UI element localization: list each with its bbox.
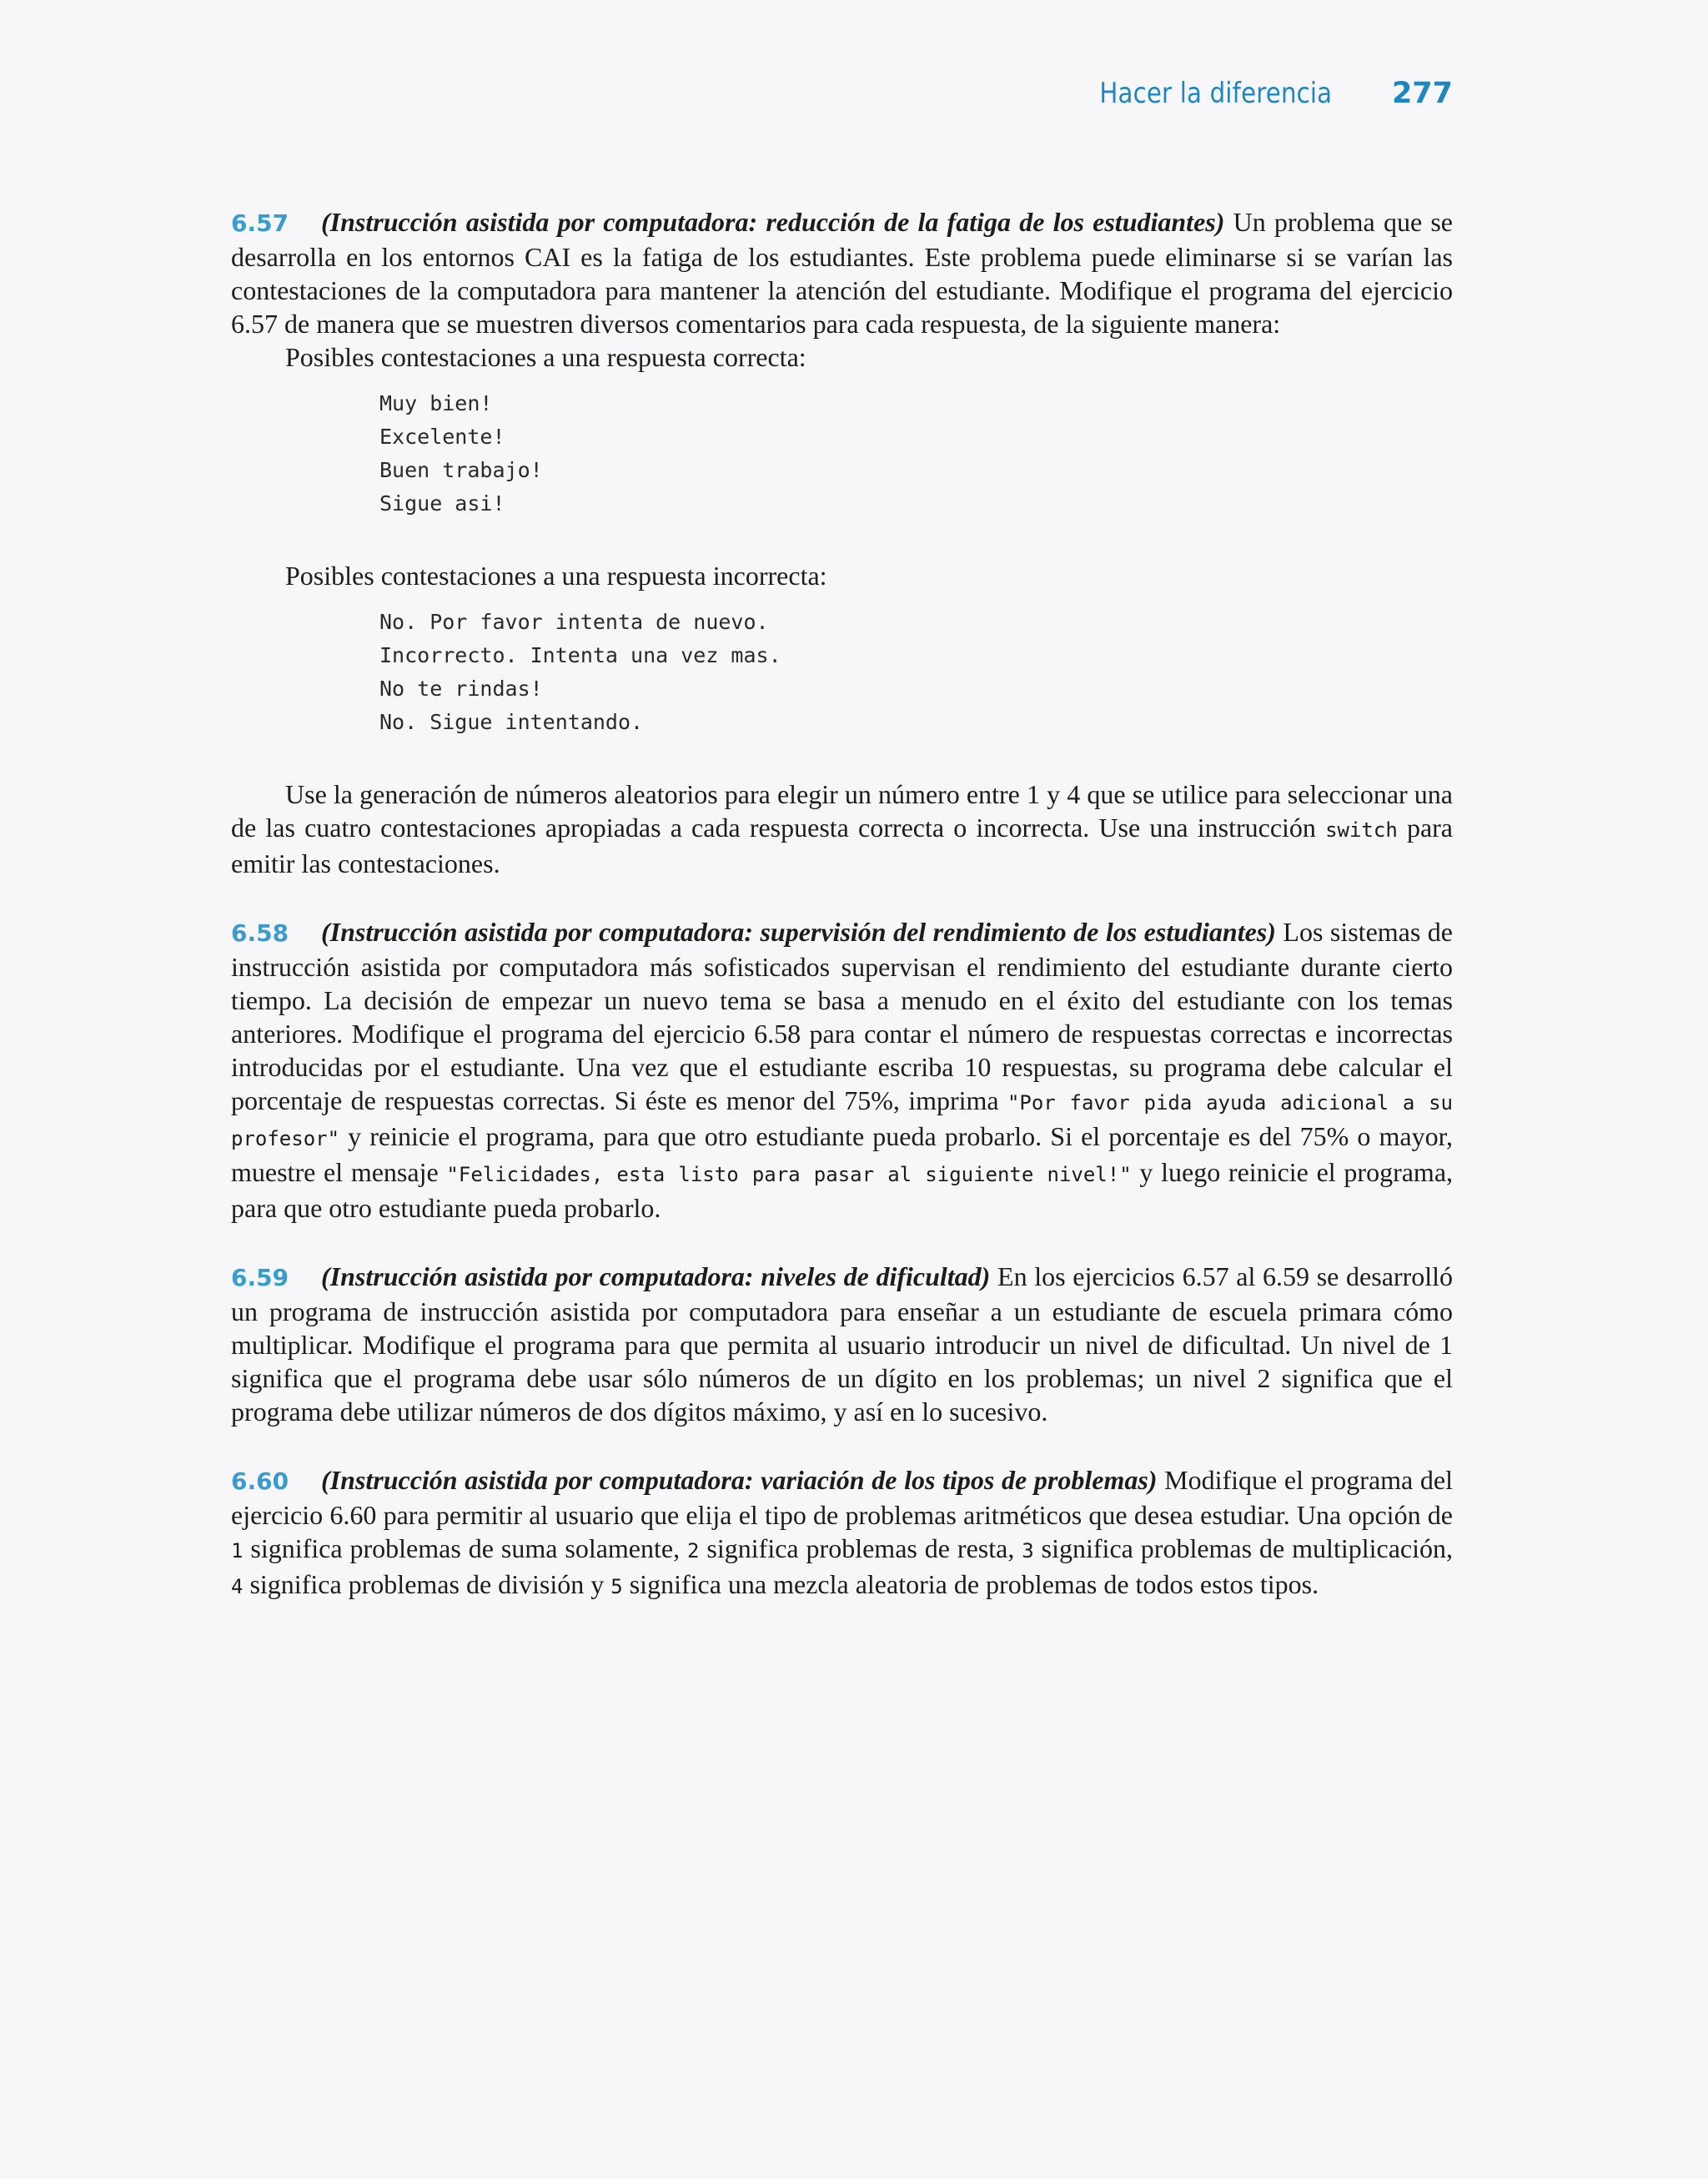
text-run: Modifique el programa del ejercicio 6.60 para permitir al usuario que elija el tipo de problemas aritméticos que desea estudiar. Una opción de — [231, 1465, 1454, 1530]
text-run: y luego reinicie el programa, para que otro estudiante pueda probarlo. — [231, 1157, 1454, 1223]
inline-code: "Felicidades, esta listo para pasar al siguiente nivel!" — [446, 1163, 1132, 1186]
exercise-body: En los ejercicios 6.57 al 6.59 se desarrolló un programa de instrucción asistida por computadora para enseñar a un estudiante de escuela primara cómo multiplicar. Modifique el programa para que permita al usuario introducir un nivel de dificultad. Un nivel de 1 significa que el programa debe usar sólo números de un dígito en los problemas; un nivel 2 significa que el programa debe utilizar números de dos dígitos máximo, y así en lo sucesivo. — [231, 1261, 1454, 1427]
exercise-title: (Instrucción asistida por computadora: variación de los tipos de problemas) — [321, 1465, 1158, 1495]
inline-code: 4 — [231, 1575, 244, 1598]
inline-code: "Por favor pida ayuda adicional a su profesor" — [231, 1091, 1454, 1150]
correct-responses-code — [231, 387, 1453, 521]
inline-code: 3 — [1022, 1539, 1034, 1563]
code-line: No te rindas! — [379, 677, 543, 701]
code-line: Excelente! — [379, 425, 505, 449]
exercise-6-60 — [231, 1463, 1453, 1603]
exercise-paragraph — [231, 1260, 1453, 1428]
text-run: y reinicie el programa, para que otro estudiante pueda probarlo. Si el porcentaje es del 75% o mayor, muestre el mensaje — [231, 1121, 1453, 1187]
text-run: para emitir las contestaciones. — [231, 813, 1454, 878]
text-run: significa una mezcla aleatoria de problemas de todos estos tipos. — [622, 1569, 1319, 1599]
exercise-closing-paragraph — [231, 777, 1453, 880]
exercise-number: 6.57 — [231, 209, 289, 237]
exercise-paragraph — [231, 915, 1453, 1225]
exercise-number: 6.60 — [231, 1467, 289, 1495]
code-line: Muy bien! — [379, 391, 493, 415]
text-run: significa problemas de multiplicación, — [1033, 1533, 1454, 1563]
page-number: 277 — [1391, 77, 1453, 110]
inline-code: 2 — [687, 1539, 700, 1563]
section-title: Hacer la diferencia — [1099, 77, 1332, 110]
exercise-number: 6.58 — [231, 919, 289, 947]
text-run: Use la generación de números aleatorios para elegir un número entre 1 y 4 que se utilice para seleccionar una de las cuatro contestaciones apropiadas a cada respuesta correcta o incorrecta. Use una instrucción — [231, 779, 1453, 843]
inline-code: 1 — [231, 1539, 244, 1563]
incorrect-responses-label: Posibles contestaciones a una respuesta incorrecta: — [285, 561, 827, 591]
code-line: No. Sigue intentando. — [379, 710, 644, 734]
incorrect-responses-code — [231, 606, 1453, 739]
text-run: Los sistemas de instrucción asistida por computadora más sofisticados supervisan el rendimiento del estudiante durante cierto tiempo. La decisión de empezar un nuevo tema se basa a menudo en el éxito del estudiante con los temas anteriores. Modifique el programa del ejercicio 6.58 para contar el número de respuestas correctas e incorrectas introducidas por el estudiante. Una vez que el estudiante escriba 10 respuestas, su programa debe calcular el porcentaje de respuestas correctas. Si éste es menor del 75%, imprima — [231, 917, 1453, 1115]
code-line: Sigue asi! — [379, 491, 505, 516]
exercise-6-58 — [231, 915, 1453, 1225]
inline-code: 5 — [610, 1575, 623, 1598]
text-run: significa problemas de resta, — [699, 1533, 1022, 1563]
exercise-6-57 — [231, 205, 1453, 880]
exercise-paragraph — [231, 205, 1453, 340]
exercise-title: (Instrucción asistida por computadora: niveles de dificultad) — [321, 1261, 991, 1291]
exercise-body: Un problema que se desarrolla en los entornos CAI es la fatiga de los estudiantes. Este problema puede eliminarse si se varían las contestaciones de la computadora para mantener la atención del estudiante. Modifique el programa del ejercicio 6.57 de manera que se muestren diversos comentarios para cada respuesta, de la siguiente manera: — [231, 207, 1454, 339]
exercise-title: (Instrucción asistida por computadora: supervisión del rendimiento de los estudiantes) — [321, 917, 1276, 947]
exercise-6-59 — [231, 1260, 1453, 1428]
text-run: significa problemas de división y — [243, 1569, 611, 1599]
code-line: Incorrecto. Intenta una vez mas. — [379, 643, 781, 667]
inline-code: switch — [1325, 818, 1398, 842]
running-header — [1062, 77, 1453, 110]
correct-responses-label: Posibles contestaciones a una respuesta correcta: — [285, 342, 806, 372]
text-run: significa problemas de suma solamente, — [243, 1533, 688, 1563]
exercise-paragraph — [231, 1463, 1453, 1603]
exercise-title: (Instrucción asistida por computadora: reducción de la fatiga de los estudiantes) — [321, 207, 1225, 237]
code-line: Buen trabajo! — [379, 458, 543, 482]
page-content — [231, 205, 1453, 1638]
exercise-number: 6.59 — [231, 1264, 289, 1291]
code-line: No. Por favor intenta de nuevo. — [379, 610, 769, 634]
